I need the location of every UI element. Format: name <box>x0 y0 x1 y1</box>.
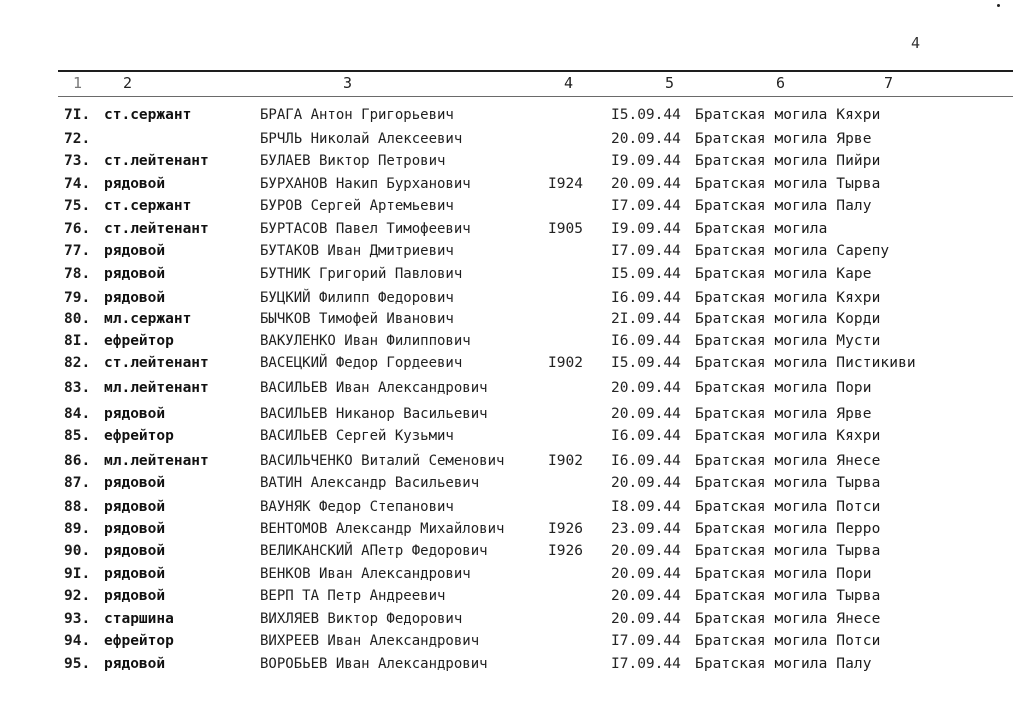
cell-name: БУТНИК Григорий Павлович <box>260 266 463 282</box>
cell-rank: рядовой <box>104 566 166 582</box>
cell-rank: ст.сержант <box>104 198 192 214</box>
cell-burial: Братская могила Корди <box>695 311 881 327</box>
cell-num: 79. <box>64 290 91 306</box>
cell-rank: ст.лейтенант <box>104 355 209 371</box>
table-row <box>0 173 1024 195</box>
cell-name: ВАСИЛЬЕВ Сергей Кузьмич <box>260 428 454 444</box>
cell-name: БРЧЛЬ Николай Алексеевич <box>260 131 463 147</box>
cell-date: 20.09.44 <box>611 588 681 604</box>
cell-rank: рядовой <box>104 521 166 537</box>
table-row <box>0 287 1024 309</box>
cell-year: I926 <box>548 521 583 537</box>
cell-burial: Братская могила Потси <box>695 633 881 649</box>
cell-num: 95. <box>64 656 91 672</box>
header-col-2: 2 <box>123 74 133 92</box>
cell-num: 88. <box>64 499 91 515</box>
cell-burial: Братская могила Кяхри <box>695 290 881 306</box>
table-row <box>0 150 1024 172</box>
cell-rank: рядовой <box>104 656 166 672</box>
cell-num: 9I. <box>64 566 91 582</box>
cell-num: 76. <box>64 221 91 237</box>
cell-date: I5.09.44 <box>611 107 681 123</box>
cell-burial: Братская могила Тырва <box>695 588 881 604</box>
table-row <box>0 608 1024 630</box>
cell-burial: Братская могила Палу <box>695 198 872 214</box>
table-row <box>0 585 1024 607</box>
cell-num: 7I. <box>64 107 91 123</box>
cell-num: 82. <box>64 355 91 371</box>
table-row <box>0 377 1024 399</box>
cell-rank: ефрейтор <box>104 333 174 349</box>
cell-name: ВИХРЕЕВ Иван Александрович <box>260 633 480 649</box>
table-row <box>0 352 1024 374</box>
cell-name: ВОРОБЬЕВ Иван Александрович <box>260 656 488 672</box>
cell-name: ВАСИЛЬЧЕНКО Виталий Семенович <box>260 453 505 469</box>
table-row <box>0 330 1024 352</box>
cell-date: 20.09.44 <box>611 176 681 192</box>
cell-burial: Братская могила Кяхри <box>695 107 881 123</box>
cell-burial: Братская могила Мусти <box>695 333 881 349</box>
cell-rank: рядовой <box>104 543 166 559</box>
cell-num: 75. <box>64 198 91 214</box>
cell-num: 89. <box>64 521 91 537</box>
header-col-3: 3 <box>343 74 353 92</box>
cell-rank: рядовой <box>104 588 166 604</box>
cell-num: 80. <box>64 311 91 327</box>
cell-date: I5.09.44 <box>611 266 681 282</box>
cell-name: ВАКУЛЕНКО Иван Филиппович <box>260 333 471 349</box>
cell-date: I5.09.44 <box>611 355 681 371</box>
cell-name: ВЕНКОВ Иван Александрович <box>260 566 471 582</box>
cell-date: 20.09.44 <box>611 380 681 396</box>
cell-year: I902 <box>548 453 583 469</box>
cell-num: 85. <box>64 428 91 444</box>
cell-burial: Братская могила Тырва <box>695 543 881 559</box>
cell-name: БУТАКОВ Иван Дмитриевич <box>260 243 454 259</box>
table-row <box>0 653 1024 675</box>
cell-date: I6.09.44 <box>611 428 681 444</box>
cell-burial: Братская могила Тырва <box>695 475 881 491</box>
cell-num: 86. <box>64 453 91 469</box>
cell-rank: ст.лейтенант <box>104 153 209 169</box>
cell-name: ВАСЕЦКИЙ Федор Гордеевич <box>260 355 463 371</box>
cell-name: ВАТИН Александр Васильевич <box>260 475 480 491</box>
table-row <box>0 563 1024 585</box>
cell-burial: Братская могила Пистикиви <box>695 355 916 371</box>
table-row <box>0 425 1024 447</box>
cell-num: 83. <box>64 380 91 396</box>
cell-date: 23.09.44 <box>611 521 681 537</box>
cell-num: 74. <box>64 176 91 192</box>
table-row <box>0 263 1024 285</box>
table-row <box>0 308 1024 330</box>
cell-num: 8I. <box>64 333 91 349</box>
cell-num: 72. <box>64 131 91 147</box>
cell-num: 73. <box>64 153 91 169</box>
cell-num: 78. <box>64 266 91 282</box>
table-row <box>0 403 1024 425</box>
cell-rank: рядовой <box>104 266 166 282</box>
cell-date: I6.09.44 <box>611 333 681 349</box>
cell-rank: ефрейтор <box>104 633 174 649</box>
table-row <box>0 540 1024 562</box>
cell-num: 90. <box>64 543 91 559</box>
cell-name: ВЕРП ТА Петр Андреевич <box>260 588 446 604</box>
cell-name: БУРОВ Сергей Артемьевич <box>260 198 454 214</box>
cell-rank: рядовой <box>104 176 166 192</box>
cell-date: 20.09.44 <box>611 611 681 627</box>
cell-date: 20.09.44 <box>611 406 681 422</box>
cell-burial: Братская могила Ярве <box>695 131 872 147</box>
cell-name: ВЕНТОМОВ Александр Михайлович <box>260 521 505 537</box>
cell-date: 2I.09.44 <box>611 311 681 327</box>
cell-burial: Братская могила Ярве <box>695 406 872 422</box>
cell-burial: Братская могила Палу <box>695 656 872 672</box>
cell-rank: ст.сержант <box>104 107 192 123</box>
cell-name: ВИХЛЯЕВ Виктор Федорович <box>260 611 463 627</box>
cell-rank: мл.сержант <box>104 311 192 327</box>
cell-name: ВАСИЛЬЕВ Иван Александрович <box>260 380 488 396</box>
cell-year: I924 <box>548 176 583 192</box>
cell-year: I905 <box>548 221 583 237</box>
cell-num: 87. <box>64 475 91 491</box>
cell-burial: Братская могила Сарепу <box>695 243 890 259</box>
cell-rank: ст.лейтенант <box>104 221 209 237</box>
cell-name: БУРХАНОВ Накип Бурханович <box>260 176 471 192</box>
cell-rank: рядовой <box>104 499 166 515</box>
cell-rank: рядовой <box>104 406 166 422</box>
cell-name: ВАУНЯК Федор Степанович <box>260 499 454 515</box>
header-col-6: 6 <box>776 74 786 92</box>
cell-date: I8.09.44 <box>611 499 681 515</box>
table-row <box>0 450 1024 472</box>
cell-rank: мл.лейтенант <box>104 453 209 469</box>
cell-name: БУРТАСОВ Павел Тимофеевич <box>260 221 471 237</box>
cell-burial: Братская могила Потси <box>695 499 881 515</box>
cell-date: I9.09.44 <box>611 153 681 169</box>
cell-burial: Братская могила Пори <box>695 566 872 582</box>
cell-date: I7.09.44 <box>611 656 681 672</box>
cell-date: I6.09.44 <box>611 453 681 469</box>
cell-rank: старшина <box>104 611 174 627</box>
header-col-4: 4 <box>564 74 574 92</box>
cell-name: БУЛАЕВ Виктор Петрович <box>260 153 446 169</box>
table-row <box>0 104 1024 126</box>
cell-num: 77. <box>64 243 91 259</box>
cell-burial: Братская могила Тырва <box>695 176 881 192</box>
cell-name: БРАГА Антон Григорьевич <box>260 107 454 123</box>
header-col-1: 1 <box>73 74 83 92</box>
table-row <box>0 195 1024 217</box>
cell-burial: Братская могила Каре <box>695 266 872 282</box>
cell-num: 92. <box>64 588 91 604</box>
cell-burial: Братская могила Пийри <box>695 153 881 169</box>
table-row <box>0 518 1024 540</box>
cell-date: 20.09.44 <box>611 566 681 582</box>
cell-date: I7.09.44 <box>611 243 681 259</box>
cell-date: I7.09.44 <box>611 633 681 649</box>
cell-year: I926 <box>548 543 583 559</box>
cell-rank: рядовой <box>104 475 166 491</box>
cell-date: I7.09.44 <box>611 198 681 214</box>
cell-name: ВЕЛИКАНСКИЙ АПетр Федорович <box>260 543 488 559</box>
cell-date: 20.09.44 <box>611 131 681 147</box>
cell-rank: рядовой <box>104 243 166 259</box>
table-row <box>0 128 1024 150</box>
cell-date: I9.09.44 <box>611 221 681 237</box>
table-row <box>0 472 1024 494</box>
table-row <box>0 630 1024 652</box>
cell-burial: Братская могила Янесе <box>695 453 881 469</box>
table-row <box>0 218 1024 240</box>
cell-rank: ефрейтор <box>104 428 174 444</box>
cell-name: БЫЧКОВ Тимофей Иванович <box>260 311 454 327</box>
header-col-7: 7 <box>884 74 894 92</box>
cell-rank: рядовой <box>104 290 166 306</box>
cell-date: 20.09.44 <box>611 543 681 559</box>
cell-name: БУЦКИЙ Филипп Федорович <box>260 290 454 306</box>
cell-burial: Братская могила <box>695 221 828 237</box>
cell-burial: Братская могила Пори <box>695 380 872 396</box>
header-col-5: 5 <box>665 74 675 92</box>
cell-num: 93. <box>64 611 91 627</box>
cell-num: 84. <box>64 406 91 422</box>
cell-date: I6.09.44 <box>611 290 681 306</box>
table-row <box>0 240 1024 262</box>
cell-year: I902 <box>548 355 583 371</box>
cell-name: ВАСИЛЬЕВ Никанор Васильевич <box>260 406 488 422</box>
cell-burial: Братская могила Перро <box>695 521 881 537</box>
cell-num: 94. <box>64 633 91 649</box>
cell-burial: Братская могила Янесе <box>695 611 881 627</box>
table-row <box>0 496 1024 518</box>
page-number: 4 <box>911 34 921 52</box>
cell-burial: Братская могила Кяхри <box>695 428 881 444</box>
cell-date: 20.09.44 <box>611 475 681 491</box>
cell-rank: мл.лейтенант <box>104 380 209 396</box>
